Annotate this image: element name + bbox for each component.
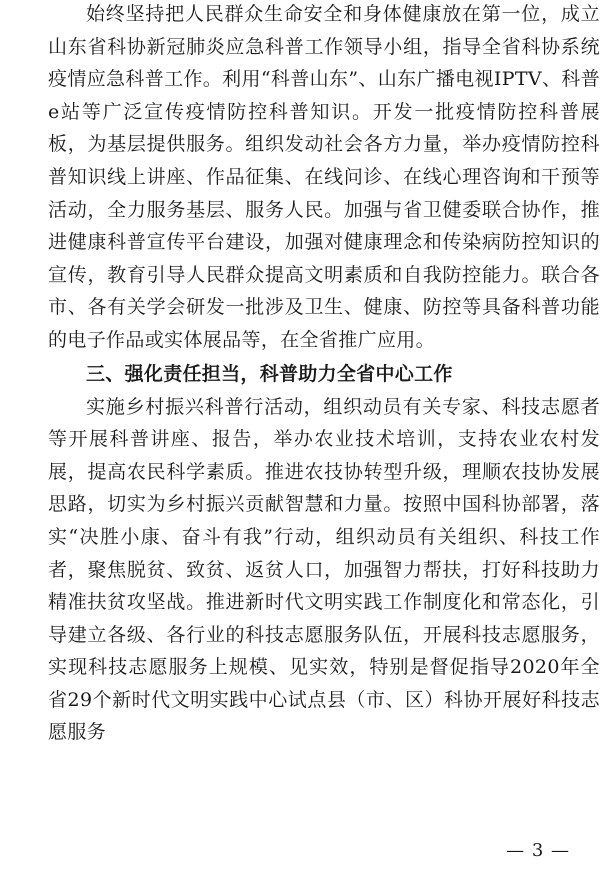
body-paragraph-epidemic-science: 始终坚持把人民群众生命安全和身体健康放在第一位，成立山东省科协新冠肺炎应急科普工作领导小组，指导全省科协系统疫情应急科普工作。利用“科普山东”、山东广播电视IPTV、科普e站等广泛宣传疫情防控科普知识。开发一批疫情防控科普展板，为基层提供服务。组织发动社会各方力量，举办疫情防控科普知识线上讲座、作品征集、在线问诊、在线心理咨询和干预等活动，全力服务基层、服务人民。加强与省卫健委联合协作，推进健康科普宣传平台建设，加强对健康理念和传染病防控知识的宣传，教育引导人民群众提高文明素质和自我防控能力。联合各市、各有关学会研发一批涉及卫生、健康、防控等具备科普功能的电子作品或实体展品等，在全省推广应用。 (48, 3, 600, 351)
body-paragraph-rural-revitalization: 实施乡村振兴科普行活动，组织动员有关专家、科技志愿者等开展科普讲座、报告，举办农业技术培训，支持农业农村发展，提高农民科学素质。推进农技协转型升级，理顺农技协发展思路，切实为乡村振兴贡献智慧和力量。按照中国科协部署，落实“决胜小康、奋斗有我”行动，组织动员有关组织、科技工作者，聚焦脱贫、致贫、返贫人口，加强智力帮扶，打好科技助力精准扶贫攻坚战。推进新时代文明实践工作制度化和常态化，引导建立各级、各行业的科技志愿服务队伍，开展科技志愿服务，实现科技志愿服务上规模、见实效，特别是督促指导2020年全省29个新时代文明实践中心试点县（市、区）科协开展好科技志愿服务 (48, 395, 600, 744)
section-heading: 三、强化责任担当，科普助力全省中心工作 (86, 362, 453, 385)
document-page (48, 0, 600, 749)
page-number: — 3 — (506, 840, 570, 861)
